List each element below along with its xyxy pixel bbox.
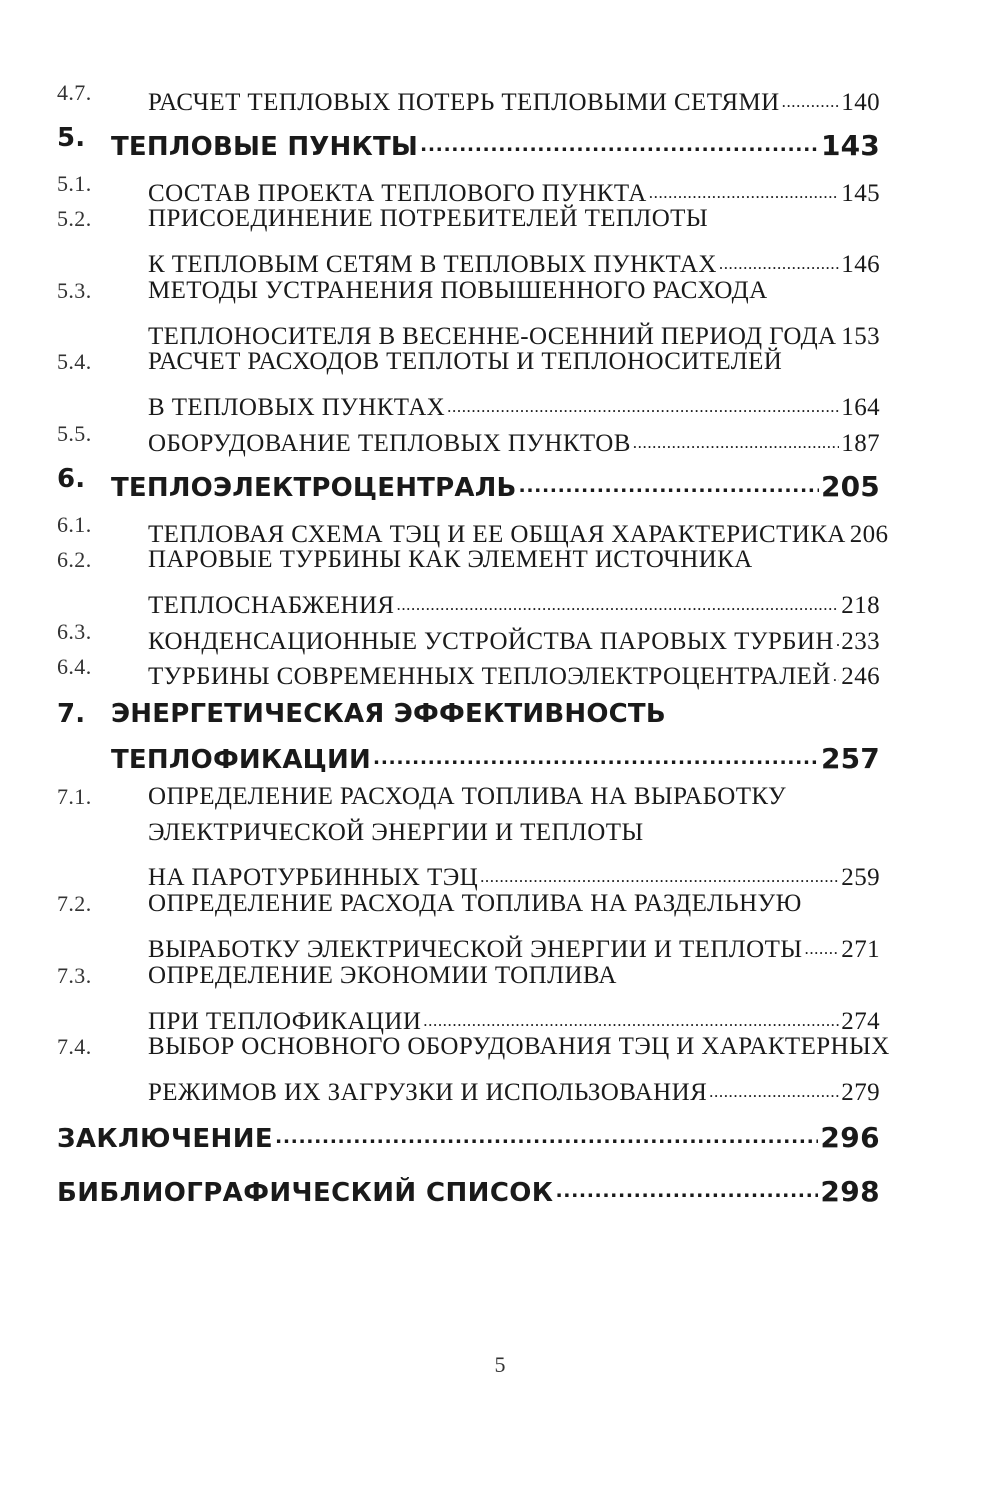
section-title: СОСТАВ ПРОЕКТА ТЕПЛОВОГО ПУНКТА xyxy=(148,180,647,207)
page-ref: 246 xyxy=(841,663,880,690)
chapter-number: 5. xyxy=(57,123,86,153)
toc-entry-5-1[interactable] xyxy=(57,167,880,207)
page-ref: 206 xyxy=(849,521,889,548)
toc-chapter-7[interactable] xyxy=(57,697,880,731)
page-ref: 274 xyxy=(841,1008,880,1035)
conclusion-title: ЗАКЛЮЧЕНИЕ xyxy=(57,1124,274,1154)
page-ref: 271 xyxy=(841,936,880,963)
dot-leader xyxy=(447,381,839,415)
section-number: 7.1. xyxy=(57,784,92,809)
page-ref: 205 xyxy=(820,470,880,503)
section-title-cont: ТЕПЛОНОСИТЕЛЯ В ВЕСЕННЕ-ОСЕННИЙ ПЕРИОД ГОДА xyxy=(148,323,837,350)
section-title: ТУРБИНЫ СОВРЕМЕННЫХ ТЕПЛОЭЛЕКТРОЦЕНТРАЛЕЙ xyxy=(148,663,831,690)
dot-leader xyxy=(649,167,840,201)
toc-entry-7-2-cont[interactable] xyxy=(57,923,880,963)
page-ref: 279 xyxy=(841,1079,880,1106)
toc-entry-7-4-cont[interactable] xyxy=(57,1066,880,1106)
chapter-title: ЭНЕРГЕТИЧЕСКАЯ ЭФФЕКТИВНОСТЬ xyxy=(111,699,666,729)
dot-leader xyxy=(373,734,819,768)
section-number: 7.4. xyxy=(57,1034,92,1059)
dot-leader xyxy=(719,238,839,272)
chapter-number: 7. xyxy=(57,699,86,729)
toc-entry-7-1[interactable] xyxy=(57,780,880,814)
section-title-cont: ПРИ ТЕПЛОФИКАЦИИ xyxy=(148,1008,422,1035)
section-title: ВЫБОР ОСНОВНОГО ОБОРУДОВАНИЯ ТЭЦ И ХАРАКТЕРНЫХ xyxy=(148,1033,890,1060)
section-number: 4.7. xyxy=(57,80,92,105)
section-title: ОПРЕДЕЛЕНИЕ РАСХОДА ТОПЛИВА НА РАЗДЕЛЬНУЮ xyxy=(148,890,802,917)
section-title: ОПРЕДЕЛЕНИЕ ЭКОНОМИИ ТОПЛИВА xyxy=(148,962,617,989)
toc-entry-6-2[interactable] xyxy=(57,543,880,577)
toc-entry-4-7[interactable] xyxy=(57,76,880,116)
section-title: ОПРЕДЕЛЕНИЕ РАСХОДА ТОПЛИВА НА ВЫРАБОТКУ xyxy=(148,783,787,810)
section-title: РАСЧЕТ ТЕПЛОВЫХ ПОТЕРЬ ТЕПЛОВЫМИ СЕТЯМИ xyxy=(148,89,780,116)
bibliography-title: БИБЛИОГРАФИЧЕСКИЙ СПИСОК xyxy=(57,1178,554,1208)
section-number: 6.3. xyxy=(57,619,92,644)
section-title-cont: В ТЕПЛОВЫХ ПУНКТАХ xyxy=(148,394,446,421)
page-number: 5 xyxy=(494,1352,506,1377)
page-ref: 218 xyxy=(841,592,880,619)
section-title: ПАРОВЫЕ ТУРБИНЫ КАК ЭЛЕМЕНТ ИСТОЧНИКА xyxy=(148,546,753,573)
toc-chapter-7-cont[interactable] xyxy=(57,734,880,775)
toc-conclusion[interactable] xyxy=(57,1113,880,1154)
dot-leader xyxy=(423,995,839,1029)
dot-leader xyxy=(555,1167,818,1201)
dot-leader xyxy=(838,310,839,344)
toc-entry-7-2[interactable] xyxy=(57,887,880,921)
section-title-cont: ВЫРАБОТКУ ЭЛЕКТРИЧЕСКОЙ ЭНЕРГИИ И ТЕПЛОТЫ xyxy=(148,936,803,963)
page-ref: 233 xyxy=(841,628,880,655)
dot-leader xyxy=(836,615,839,649)
dot-leader xyxy=(396,579,839,613)
section-number: 6.2. xyxy=(57,547,92,572)
chapter-title: ТЕПЛОЭЛЕКТРОЦЕНТРАЛЬ xyxy=(111,473,517,503)
section-title: ОБОРУДОВАНИЕ ТЕПЛОВЫХ ПУНКТОВ xyxy=(148,430,631,457)
section-title: ПРИСОЕДИНЕНИЕ ПОТРЕБИТЕЛЕЙ ТЕПЛОТЫ xyxy=(148,205,709,232)
section-number: 5.4. xyxy=(57,349,92,374)
dot-leader xyxy=(420,121,819,155)
toc-entry-7-4[interactable] xyxy=(57,1030,890,1064)
section-number: 6.1. xyxy=(57,512,92,537)
section-title-cont: НА ПАРОТУРБИННЫХ ТЭЦ xyxy=(148,864,479,891)
toc-entry-5-3[interactable] xyxy=(57,274,880,308)
section-title-cont: РЕЖИМОВ ИХ ЗАГРУЗКИ И ИСПОЛЬЗОВАНИЯ xyxy=(148,1079,708,1106)
dot-leader xyxy=(519,462,819,496)
page-ref: 143 xyxy=(820,129,880,162)
dot-leader xyxy=(480,851,839,885)
page-ref: 187 xyxy=(841,430,880,457)
section-title-cont: ЭЛЕКТРИЧЕСКОЙ ЭНЕРГИИ И ТЕПЛОТЫ xyxy=(148,819,644,846)
toc-entry-6-3[interactable] xyxy=(57,615,880,655)
page-ref: 140 xyxy=(841,89,880,116)
page-ref: 145 xyxy=(841,180,880,207)
dot-leader xyxy=(633,417,840,451)
section-number: 5.5. xyxy=(57,421,92,446)
section-title-cont: К ТЕПЛОВЫМ СЕТЯМ В ТЕПЛОВЫХ ПУНКТАХ xyxy=(148,251,717,278)
toc-entry-6-4[interactable] xyxy=(57,650,880,690)
toc-bibliography[interactable] xyxy=(57,1167,880,1208)
page-ref: 146 xyxy=(841,251,880,278)
toc-entry-5-5[interactable] xyxy=(57,417,880,457)
section-number: 5.3. xyxy=(57,278,92,303)
toc-entry-7-3-cont[interactable] xyxy=(57,995,880,1035)
toc-entry-5-2-cont[interactable] xyxy=(57,238,880,278)
chapter-title-cont: ТЕПЛОФИКАЦИИ xyxy=(111,745,371,775)
toc-entry-7-3[interactable] xyxy=(57,959,880,993)
dot-leader xyxy=(782,76,840,110)
dot-leader xyxy=(275,1113,818,1147)
section-number: 5.1. xyxy=(57,171,92,196)
page-ref: 296 xyxy=(820,1121,880,1154)
page-ref: 164 xyxy=(841,394,880,421)
section-title: РАСЧЕТ РАСХОДОВ ТЕПЛОТЫ И ТЕПЛОНОСИТЕЛЕЙ xyxy=(148,348,783,375)
toc-entry-5-4-cont[interactable] xyxy=(57,381,880,421)
toc-entry-6-2-cont[interactable] xyxy=(57,579,880,619)
section-title: КОНДЕНСАЦИОННЫЕ УСТРОЙСТВА ПАРОВЫХ ТУРБИН xyxy=(148,628,834,655)
dot-leader xyxy=(709,1066,839,1100)
section-title: ТЕПЛОВАЯ СХЕМА ТЭЦ И ЕЕ ОБЩАЯ ХАРАКТЕРИСТИКА xyxy=(148,521,846,548)
page-ref: 257 xyxy=(820,742,880,775)
section-title-cont: ТЕПЛОСНАБЖЕНИЯ xyxy=(148,592,395,619)
section-title: МЕТОДЫ УСТРАНЕНИЯ ПОВЫШЕННОГО РАСХОДА xyxy=(148,277,768,304)
toc-chapter-6[interactable] xyxy=(57,462,880,503)
toc-entry-5-4[interactable] xyxy=(57,345,880,379)
toc-entry-6-1[interactable] xyxy=(57,508,889,548)
section-number: 7.3. xyxy=(57,963,92,988)
toc-entry-7-1-cont[interactable] xyxy=(57,816,880,850)
chapter-number: 6. xyxy=(57,464,86,494)
dot-leader xyxy=(833,650,840,684)
page-ref: 259 xyxy=(841,864,880,891)
toc-entry-7-1-cont2[interactable] xyxy=(57,851,880,891)
page-ref: 153 xyxy=(841,323,880,350)
section-number: 5.2. xyxy=(57,206,92,231)
dot-leader xyxy=(804,923,839,957)
page-ref: 298 xyxy=(820,1175,880,1208)
chapter-title: ТЕПЛОВЫЕ ПУНКТЫ xyxy=(111,132,419,162)
toc-entry-5-3-cont[interactable] xyxy=(57,310,880,350)
section-number: 7.2. xyxy=(57,891,92,916)
section-number: 6.4. xyxy=(57,654,92,679)
toc-entry-5-2[interactable] xyxy=(57,202,880,236)
toc-chapter-5[interactable] xyxy=(57,121,880,162)
